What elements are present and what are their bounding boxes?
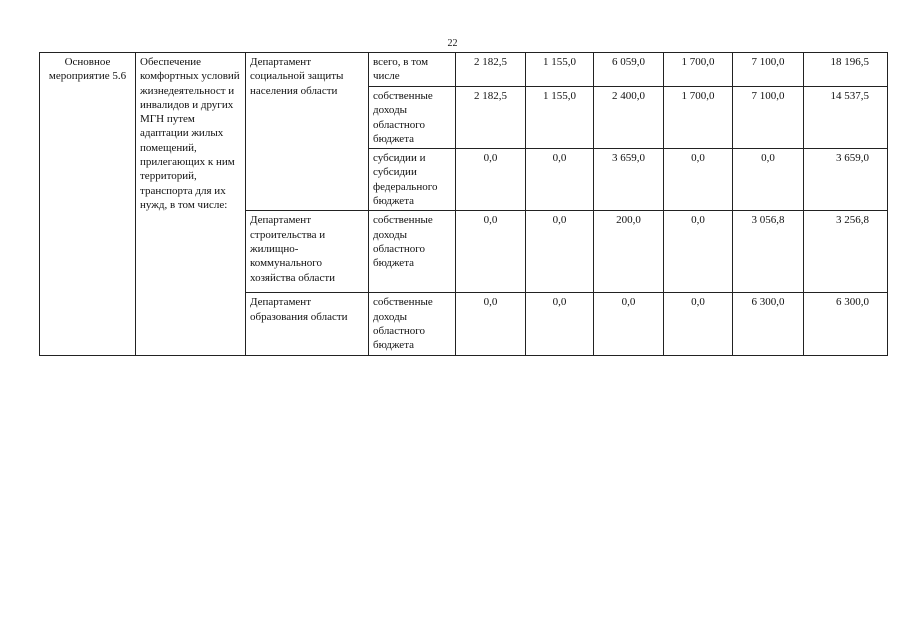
value-cell: 2 182,5	[456, 87, 526, 149]
department-cell: Департамент строительства и жилищно-коммунального хозяйства области	[246, 211, 369, 293]
total-cell: 3 659,0	[804, 149, 888, 211]
value-cell: 0,0	[456, 149, 526, 211]
funding-source-cell: собственные доходы областного бюджета	[369, 87, 456, 149]
value-cell: 1 155,0	[526, 87, 594, 149]
value-cell: 0,0	[664, 149, 733, 211]
value-cell: 6 300,0	[733, 293, 804, 355]
total-cell: 6 300,0	[804, 293, 888, 355]
funding-source-cell: субсидии и субсидии федерального бюджета	[369, 149, 456, 211]
value-cell: 0,0	[526, 211, 594, 293]
value-cell: 6 059,0	[594, 53, 664, 87]
funding-source-cell: всего, в том числе	[369, 53, 456, 87]
value-cell: 0,0	[456, 293, 526, 355]
value-cell: 2 182,5	[456, 53, 526, 87]
value-cell: 0,0	[526, 149, 594, 211]
value-cell: 0,0	[664, 211, 733, 293]
value-cell: 1 155,0	[526, 53, 594, 87]
value-cell: 0,0	[733, 149, 804, 211]
value-cell: 1 700,0	[664, 53, 733, 87]
value-cell: 3 659,0	[594, 149, 664, 211]
total-cell: 18 196,5	[804, 53, 888, 87]
value-cell: 7 100,0	[733, 87, 804, 149]
measure-code: Основное мероприятие 5.6	[40, 53, 136, 356]
page-number: 22	[447, 38, 458, 49]
budget-table	[39, 52, 888, 356]
measure-description: Обеспечение комфортных условий жизнедеятельност и инвалидов и других МГН путем адаптации жилых помещений, прилегающих к ним территорий, транспорта для их нужд, в том числе:	[136, 53, 246, 356]
value-cell: 200,0	[594, 211, 664, 293]
value-cell: 0,0	[664, 293, 733, 355]
value-cell: 3 056,8	[733, 211, 804, 293]
total-cell: 14 537,5	[804, 87, 888, 149]
funding-source-cell: собственные доходы областного бюджета	[369, 211, 456, 293]
value-cell: 7 100,0	[733, 53, 804, 87]
department-cell: Департамент образования области	[246, 293, 369, 355]
funding-source-cell: собственные доходы областного бюджета	[369, 293, 456, 355]
department-cell: Департамент социальной защиты населения области	[246, 53, 369, 211]
value-cell: 0,0	[594, 293, 664, 355]
value-cell: 0,0	[456, 211, 526, 293]
value-cell: 0,0	[526, 293, 594, 355]
value-cell: 1 700,0	[664, 87, 733, 149]
value-cell: 2 400,0	[594, 87, 664, 149]
total-cell: 3 256,8	[804, 211, 888, 293]
table-row	[40, 53, 888, 87]
